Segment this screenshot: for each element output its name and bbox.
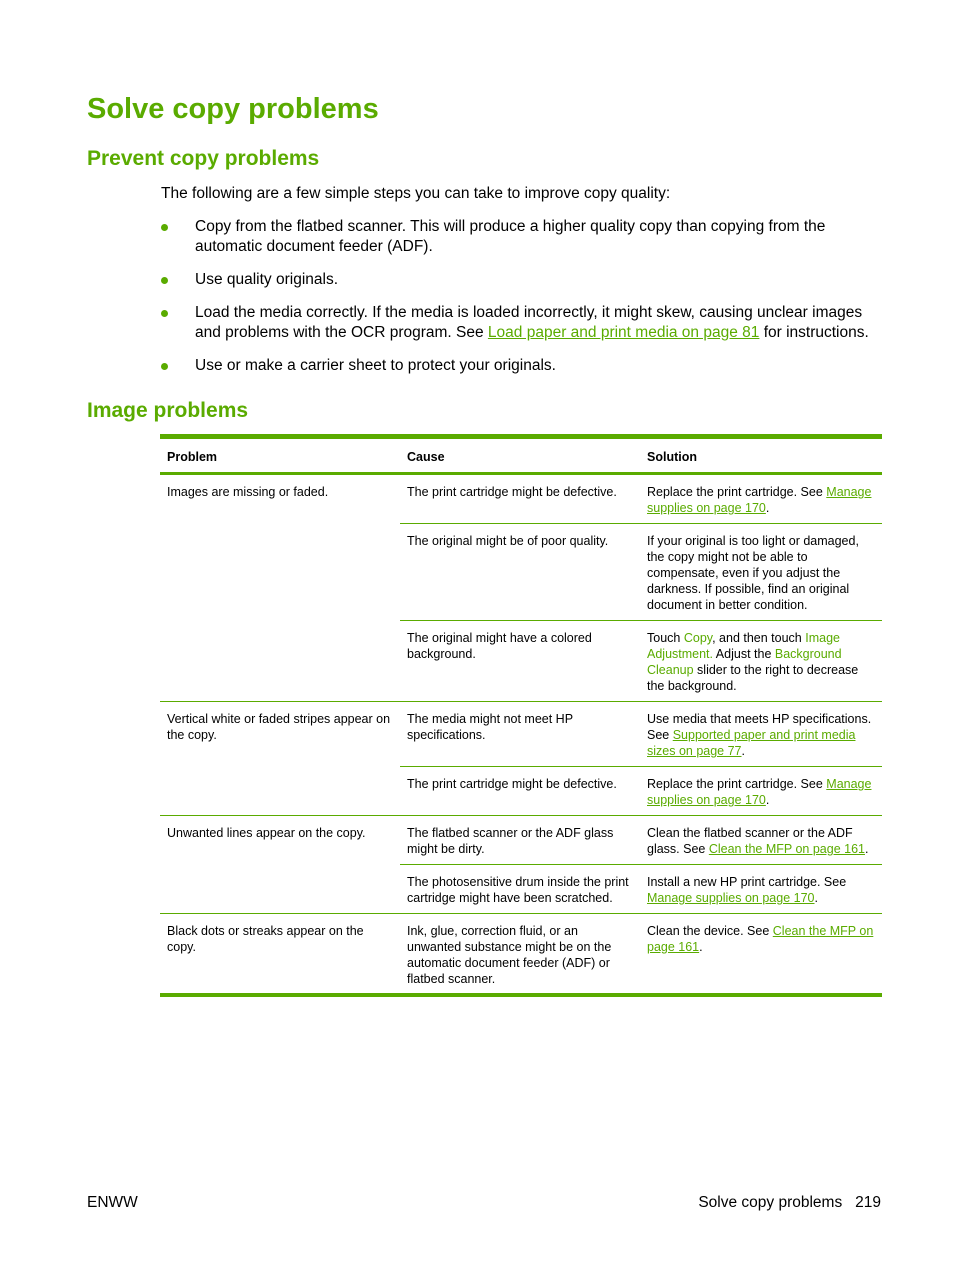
cause-cell: The media might not meet HP specifications. [400, 702, 640, 767]
solution-cell: Touch Copy, and then touch Image Adjustment. Adjust the Background Cleanup slider to the right to decrease the background. [640, 621, 882, 702]
intro-text: The following are a few simple steps you can take to improve copy quality: [161, 185, 671, 202]
table-row [160, 474, 882, 524]
bullet-icon [161, 277, 168, 284]
manage-supplies-link[interactable]: Manage supplies on page 170 [647, 777, 872, 807]
problem-cell: Images are missing or faded. [160, 474, 400, 702]
table-row [160, 816, 882, 865]
table-row [160, 914, 882, 996]
problem-cell: Black dots or streaks appear on the copy. [167, 924, 364, 954]
column-header-problem: Problem [160, 437, 400, 474]
clean-mfp-link[interactable]: Clean the MFP on page 161 [647, 924, 874, 954]
page-title: Solve copy problems [87, 93, 379, 125]
cause-cell: The photosensitive drum inside the print cartridge might have been scratched. [400, 865, 640, 914]
cause-cell: The print cartridge might be defective. [400, 767, 640, 816]
list-item: Use or make a carrier sheet to protect your originals. [161, 356, 891, 376]
solution-cell: Use media that meets HP specifications. See Supported paper and print media sizes on page 77. [640, 702, 882, 767]
manage-supplies-link[interactable]: Manage supplies on page 170 [647, 485, 872, 515]
cause-cell: The original might have a colored background. [400, 621, 640, 702]
solution-cell: If your original is too light or damaged, the copy might not be able to compensate, even if you adjust the darkness. If possible, find an original document in better condition. [640, 524, 882, 621]
cause-cell: The original might be of poor quality. [400, 524, 640, 621]
ui-term-copy: Copy [683, 631, 713, 645]
table-header-row [160, 437, 882, 474]
section-heading-image: Image problems [87, 399, 249, 422]
bullet-icon [161, 224, 168, 231]
footer-left: ENWW [87, 1194, 138, 1211]
supported-paper-link[interactable]: Supported paper and print media sizes on page 77 [647, 728, 856, 758]
cause-cell: Ink, glue, correction fluid, or an unwanted substance might be on the automatic document feeder (ADF) or flatbed scanner. [407, 924, 612, 986]
solution-cell: Clean the device. See Clean the MFP on page 161. [647, 924, 874, 954]
solution-cell: Clean the flatbed scanner or the ADF glass. See Clean the MFP on page 161. [640, 816, 882, 865]
problem-cell: Unwanted lines appear on the copy. [160, 816, 400, 914]
tips-list [161, 217, 891, 389]
list-item: Copy from the flatbed scanner. This will produce a higher quality copy than copying from the automatic document feeder (ADF). [161, 217, 891, 257]
solution-cell: Install a new HP print cartridge. See Manage supplies on page 170. [640, 865, 882, 914]
manage-supplies-link[interactable]: Manage supplies on page 170 [647, 891, 815, 905]
bullet-icon [161, 310, 168, 317]
load-paper-link[interactable]: Load paper and print media on page 81 [487, 324, 760, 341]
section-heading-prevent: Prevent copy problems [87, 147, 320, 170]
footer-page-label: Solve copy problems 219 [698, 1194, 881, 1211]
clean-mfp-link[interactable]: Clean the MFP on page 161 [708, 842, 865, 856]
table-row [160, 702, 882, 767]
cause-cell: The flatbed scanner or the ADF glass might be dirty. [400, 816, 640, 865]
ui-term-background-cleanup: Background Cleanup [647, 647, 842, 677]
solution-cell: Replace the print cartridge. See Manage supplies on page 170. [640, 767, 882, 816]
list-item: Use quality originals. [161, 270, 891, 290]
column-header-solution: Solution [640, 437, 882, 474]
solution-cell: Replace the print cartridge. See Manage supplies on page 170. [640, 474, 882, 524]
image-problems-table [160, 434, 882, 997]
column-header-cause: Cause [400, 437, 640, 474]
problem-cell: Vertical white or faded stripes appear on the copy. [160, 702, 400, 816]
bullet-icon [161, 363, 168, 370]
ui-term-image-adjustment: Image Adjustment. [647, 631, 840, 661]
list-item: Load the media correctly. If the media is loaded incorrectly, it might skew, causing unclear images and problems with the OCR program. See Load paper and print media on page 81 for instructions. [161, 303, 891, 343]
cause-cell: The print cartridge might be defective. [400, 474, 640, 524]
